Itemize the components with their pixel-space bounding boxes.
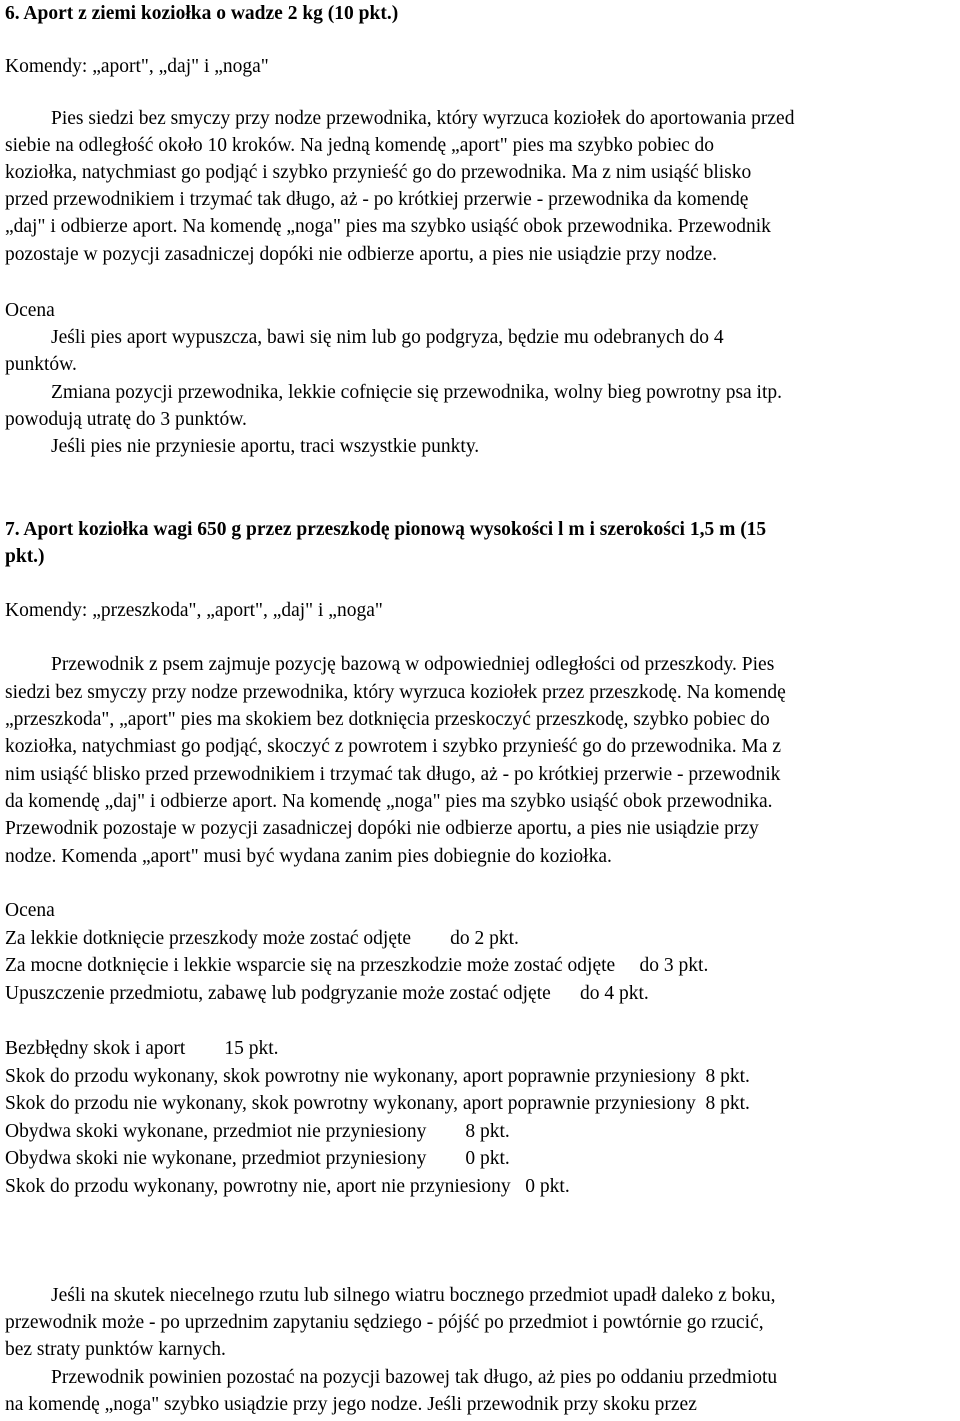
text-line: pozostaje w pozycji zasadniczej dopóki nie odbierze aportu, a pies nie usiądzie przy nodze.: [5, 244, 718, 265]
text-line: da komendę „daj" i odbierze aport. Na komendę „noga" pies ma szybko usiąść obok przewodnika.: [5, 791, 773, 812]
text-line: Ocena: [5, 900, 55, 921]
section-heading-line: 7. Aport koziołka wagi 650 g przez przeszkodę pionową wysokości l m i szerokości 1,5 m (15: [5, 519, 767, 540]
text-line: punktów.: [5, 354, 77, 375]
text-line: Ocena: [5, 300, 55, 321]
text-line: przewodnik może - po uprzednim zapytaniu sędziego - pójść po przedmiot i powtórnie go rzucić,: [5, 1312, 764, 1333]
text-line: Przewodnik pozostaje w pozycji zasadniczej dopóki nie odbierze aportu, a pies nie usiądzie przy: [5, 818, 759, 839]
text-line: Upuszczenie przedmiotu, zabawę lub podgryzanie może zostać odjęte do 4 pkt.: [5, 983, 649, 1004]
text-line: Przewodnik z psem zajmuje pozycję bazową w odpowiedniej odległości od przeszkody. Pies: [51, 654, 775, 675]
text-line: Za mocne dotknięcie i lekkie wsparcie się na przeszkodzie może zostać odjęte do 3 pkt.: [5, 955, 709, 976]
text-line: Zmiana pozycji przewodnika, lekkie cofnięcie się przewodnika, wolny bieg powrotny psa itp.: [51, 382, 783, 403]
text-line: przed przewodnikiem i trzymać tak długo, aż - po krótkiej przerwie - przewodnika da komendę: [5, 189, 749, 210]
text-line: „przeszkoda", „aport" pies ma skokiem bez dotknięcia przeskoczyć przeszkodę, szybko pobiec do: [5, 709, 770, 730]
text-line: Jeśli pies nie przyniesie aportu, traci wszystkie punkty.: [51, 436, 480, 457]
text-line: Bezbłędny skok i aport 15 pkt.: [5, 1038, 279, 1059]
text-line: Obydwa skoki wykonane, przedmiot nie przyniesiony 8 pkt.: [5, 1121, 510, 1142]
text-line: siebie na odległość około 10 kroków. Na jedną komendę „aport" pies ma szybko pobiec do: [5, 135, 715, 156]
text-line: Obydwa skoki nie wykonane, przedmiot przyniesiony 0 pkt.: [5, 1148, 510, 1169]
text-line: Przewodnik powinien pozostać na pozycji bazowej tak długo, aż pies po oddaniu przedmiotu: [51, 1367, 778, 1388]
text-line: koziołka, natychmiast go podjąć, skoczyć z powrotem i szybko przynieść go do przewodnika. Ma z: [5, 736, 781, 757]
text-line: Jeśli pies aport wypuszcza, bawi się nim lub go podgryza, będzie mu odebranych do 4: [51, 327, 724, 348]
text-line: Jeśli na skutek niecelnego rzutu lub silnego wiatru bocznego przedmiot upadł daleko z boku,: [51, 1285, 776, 1306]
text-line: Pies siedzi bez smyczy przy nodze przewodnika, który wyrzuca koziołek do aportowania przed: [51, 108, 795, 129]
text-line: Komendy: „przeszkoda", „aport", „daj" i „noga": [5, 600, 383, 621]
section-heading-line: 6. Aport z ziemi koziołka o wadze 2 kg (10 pkt.): [5, 3, 399, 24]
text-line: Za lekkie dotknięcie przeszkody może zostać odjęte do 2 pkt.: [5, 928, 519, 949]
text-line: nodze. Komenda „aport" musi być wydana zanim pies dobiegnie do koziołka.: [5, 846, 612, 867]
text-line: siedzi bez smyczy przy nodze przewodnika, który wyrzuca koziołek przez przeszkodę. Na komendę: [5, 682, 786, 703]
text-line: Skok do przodu nie wykonany, skok powrotny wykonany, aport poprawnie przyniesiony 8 pkt.: [5, 1093, 750, 1114]
section-heading-line: pkt.): [5, 546, 45, 567]
text-line: Skok do przodu wykonany, powrotny nie, aport nie przyniesiony 0 pkt.: [5, 1176, 570, 1197]
text-line: „daj" i odbierze aport. Na komendę „noga" pies ma szybko usiąść obok przewodnika. Przewodnik: [5, 216, 771, 237]
text-line: Skok do przodu wykonany, skok powrotny nie wykonany, aport poprawnie przyniesiony 8 pkt.: [5, 1066, 750, 1087]
text-line: bez straty punktów karnych.: [5, 1339, 226, 1360]
text-line: powodują utratę do 3 punktów.: [5, 409, 247, 430]
text-line: Komendy: „aport", „daj" i „noga": [5, 56, 269, 77]
text-line: na komendę „noga" szybko usiądzie przy jego nodze. Jeśli przewodnik przy skoku przez: [5, 1394, 697, 1415]
text-line: koziołka, natychmiast go podjąć i szybko przynieść go do przewodnika. Ma z nim usiąść blisko: [5, 162, 752, 183]
text-line: nim usiąść blisko przed przewodnikiem i trzymać tak długo, aż - po krótkiej przerwie - przewodnik: [5, 764, 781, 785]
